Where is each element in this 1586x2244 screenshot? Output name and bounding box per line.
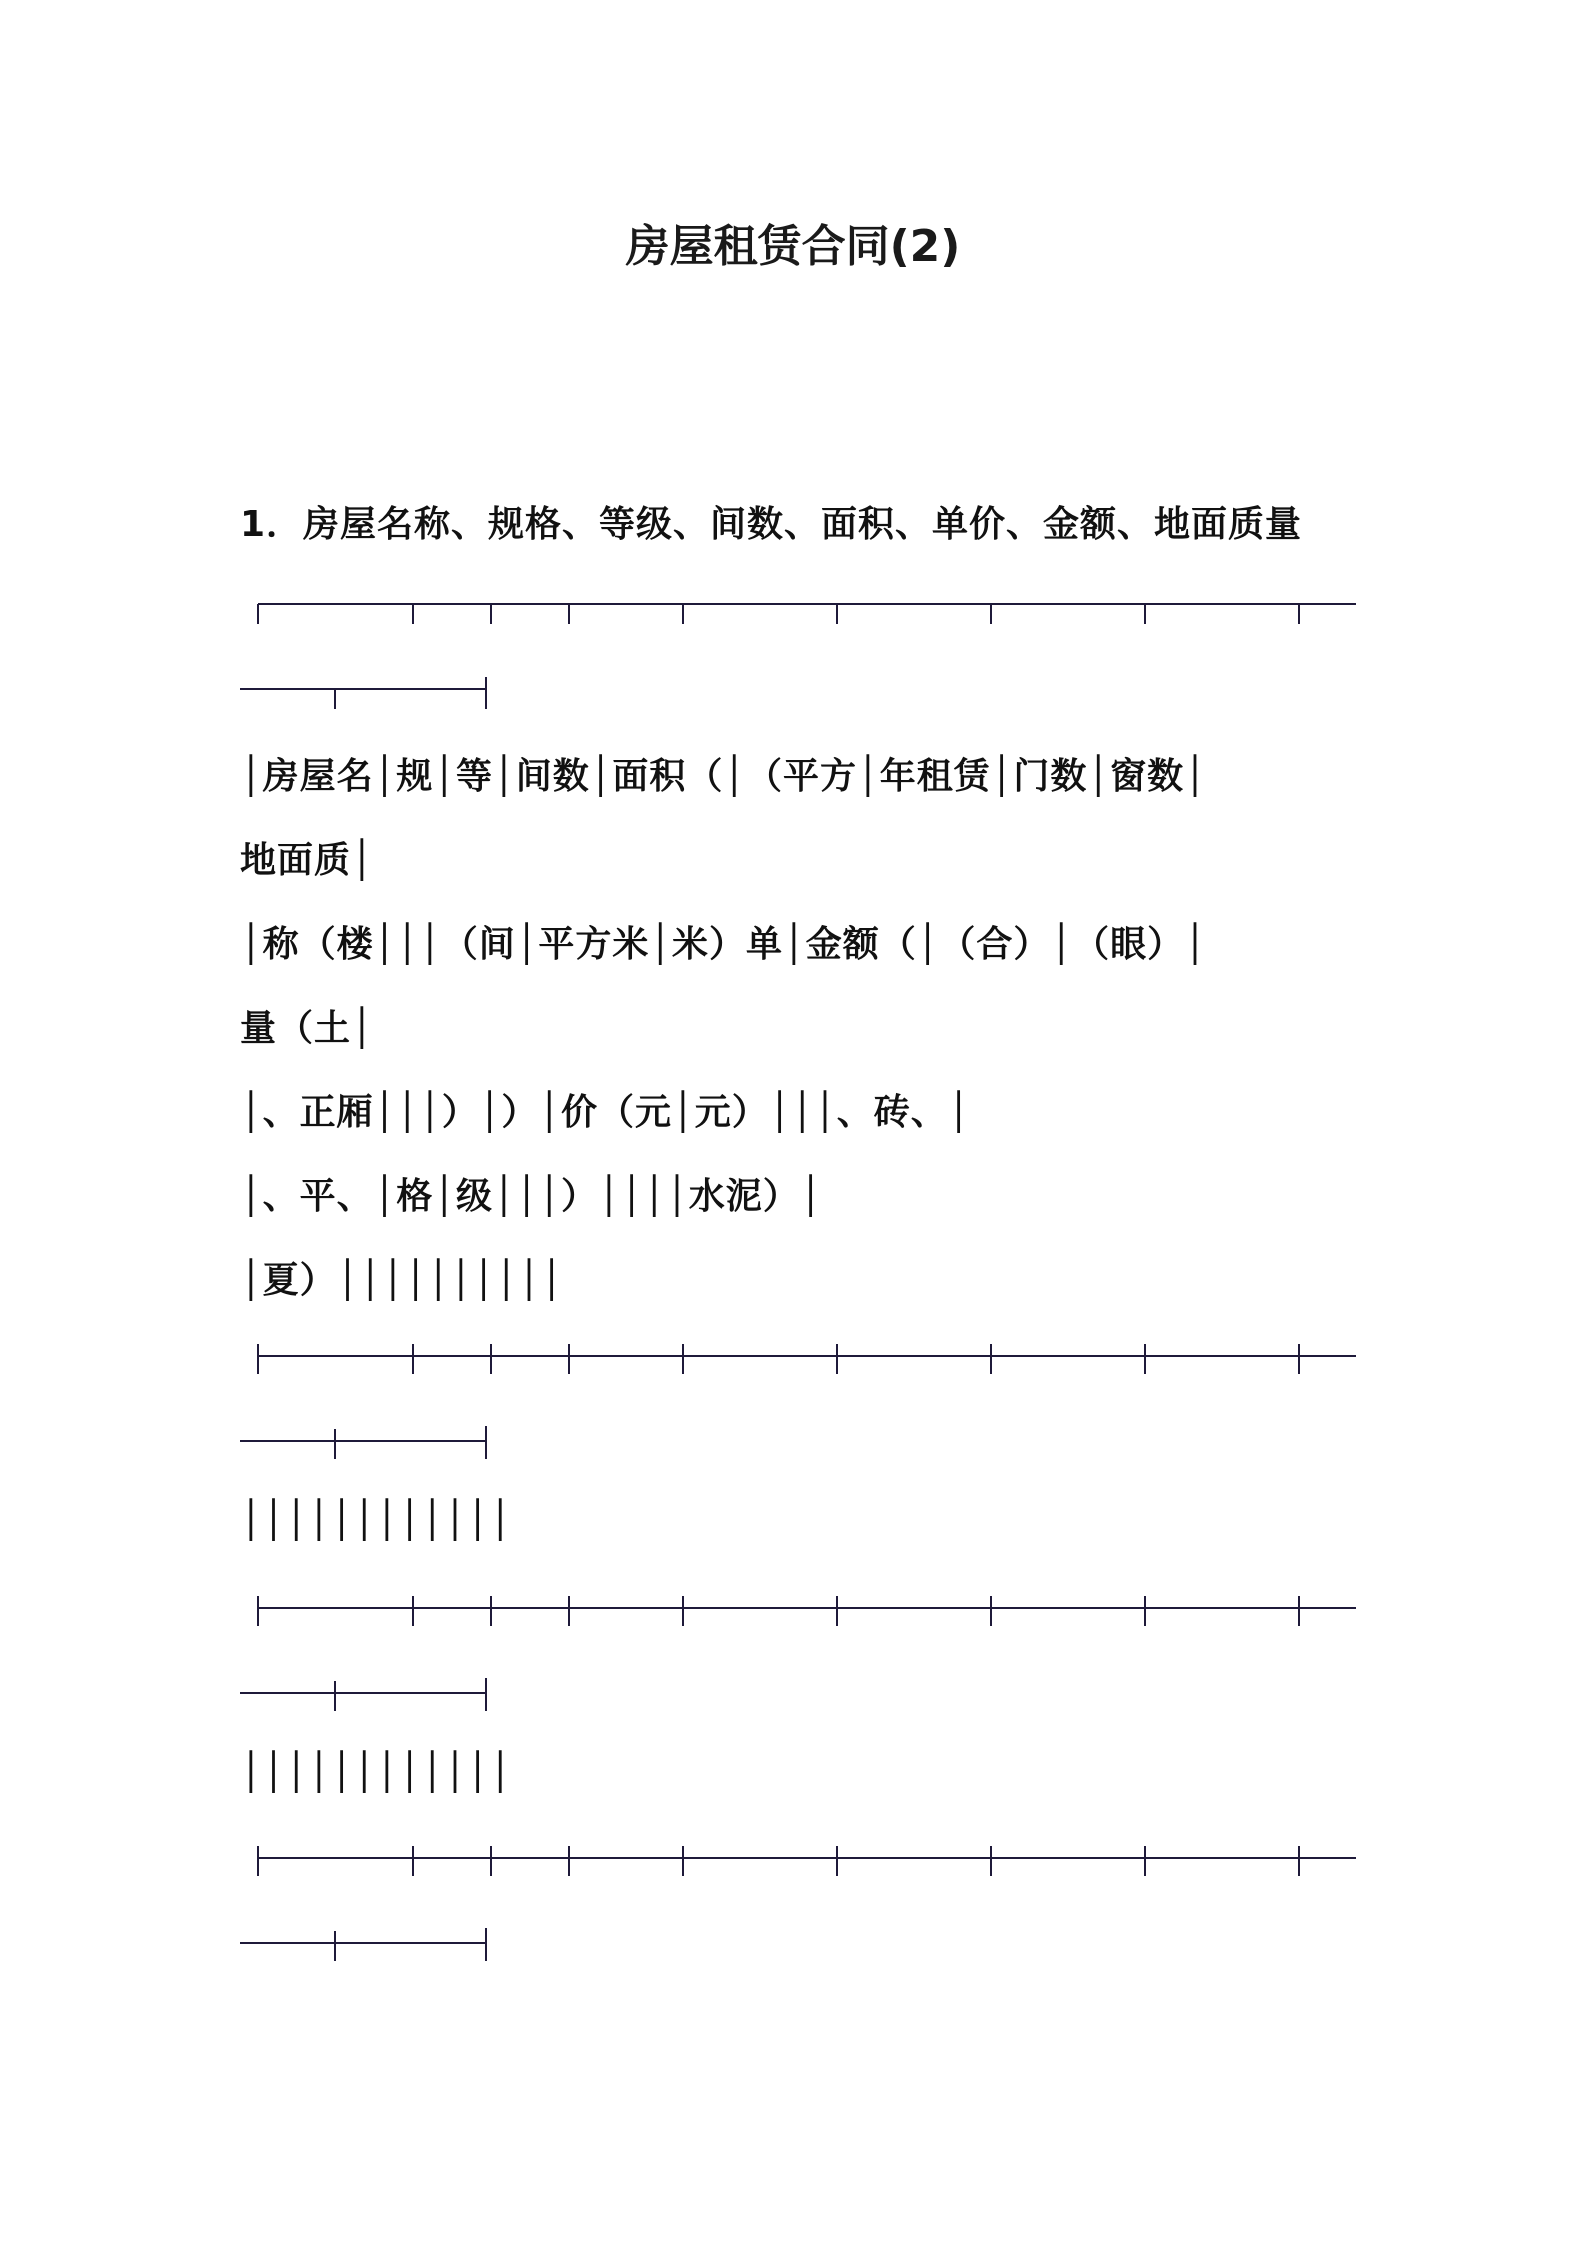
table-text-line: 地面质│ — [240, 840, 374, 881]
table-text-line: │夏）││││││││││ — [240, 1260, 564, 1301]
table-text-line: │、平、│格│级│││）││││水泥）│ — [240, 1176, 823, 1217]
table-text-line: │房屋名│规│等│间数│面积（│（平方│年租赁│门数│窗数│ — [240, 756, 1207, 797]
table-text-line: ││││││││││││ — [240, 1752, 513, 1793]
section-heading: 1．房屋名称、规格、等级、间数、面积、单价、金额、地面质量 — [240, 504, 1303, 545]
table-text-line: 量（土│ — [240, 1008, 374, 1049]
table-separator-rule — [0, 1344, 1586, 1464]
table-separator-rule — [0, 592, 1586, 712]
document-title: 房屋租赁合同(2) — [625, 221, 961, 272]
table-text-line: ││││││││││││ — [240, 1500, 513, 1541]
table-text-line: │称（楼│││（间│平方米│米）单│金额（│（合）│（眼）│ — [240, 924, 1207, 965]
table-separator-rule — [0, 1596, 1586, 1716]
table-separator-rule — [0, 1846, 1586, 1966]
table-text-line: │、正厢│││）│）│价（元│元）│││、砖、│ — [240, 1092, 971, 1133]
